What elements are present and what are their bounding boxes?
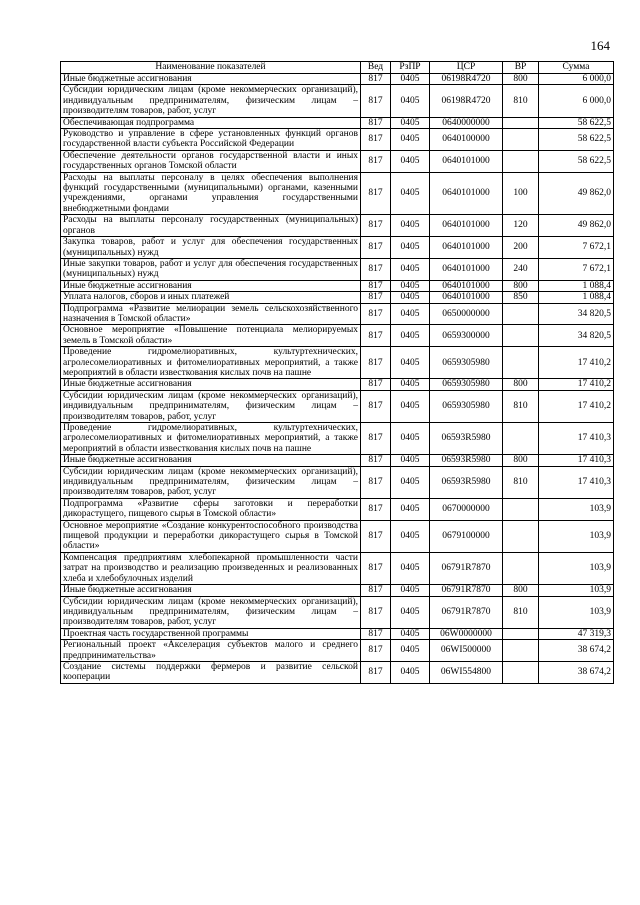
row-name-cell: Уплата налогов, сборов и иных платежей	[61, 292, 361, 303]
row-vr-cell	[503, 520, 539, 552]
row-name-cell: Основное мероприятие «Повышение потенциала мелиорируемых земель в Томской области»	[61, 325, 361, 347]
row-sum-cell: 49 862,0	[539, 215, 614, 237]
row-sum-cell: 17 410,3	[539, 423, 614, 455]
row-name-cell: Проведение гидромелиоративных, культуртехнических, агролесомелиоративных и фитомелиоративных мероприятий, а также мероприятий в области известкования кислых почв на пашне	[61, 423, 361, 455]
row-vr-cell	[503, 552, 539, 584]
row-ved-cell: 817	[361, 498, 391, 520]
row-sum-cell: 38 674,2	[539, 661, 614, 683]
row-name-cell: Региональный проект «Акселерация субъектов малого и среднего предпринимательства»	[61, 640, 361, 662]
row-name-cell: Расходы на выплаты персоналу государственных (муниципальных) органов	[61, 215, 361, 237]
row-ved-cell: 817	[361, 520, 391, 552]
row-rzpr-cell: 0405	[391, 129, 430, 151]
row-sum-cell: 58 622,5	[539, 117, 614, 128]
row-sum-cell: 58 622,5	[539, 129, 614, 151]
row-vr-cell	[503, 150, 539, 172]
row-ved-cell: 817	[361, 347, 391, 379]
row-sum-cell: 7 672,1	[539, 258, 614, 280]
row-ved-cell: 817	[361, 423, 391, 455]
row-name-cell: Иные бюджетные ассигнования	[61, 455, 361, 466]
row-name-cell: Подпрограмма «Развитие мелиорации земель сельскохозяйственного назначения в Томской области»	[61, 303, 361, 325]
row-vr-cell	[503, 347, 539, 379]
header-csr: ЦСР	[430, 62, 503, 74]
row-rzpr-cell: 0405	[391, 215, 430, 237]
budget-table	[60, 61, 614, 684]
row-name-cell: Проектная часть государственной программы	[61, 628, 361, 639]
row-csr-cell: 0640101000	[430, 215, 503, 237]
row-rzpr-cell: 0405	[391, 280, 430, 291]
row-csr-cell: 0659305980	[430, 347, 503, 379]
table-row	[61, 280, 614, 291]
row-name-cell: Иные бюджетные ассигнования	[61, 280, 361, 291]
row-sum-cell: 17 410,3	[539, 455, 614, 466]
row-sum-cell: 47 319,3	[539, 628, 614, 639]
table-row	[61, 585, 614, 596]
row-vr-cell: 810	[503, 596, 539, 628]
row-vr-cell	[503, 661, 539, 683]
row-rzpr-cell: 0405	[391, 85, 430, 117]
row-csr-cell: 06791R7870	[430, 585, 503, 596]
row-vr-cell	[503, 498, 539, 520]
row-ved-cell: 817	[361, 74, 391, 85]
row-csr-cell: 06W0000000	[430, 628, 503, 639]
row-name-cell: Субсидии юридическим лицам (кроме некоммерческих организаций), индивидуальным предпринимателям, физическим лицам – производителям товаров, работ, услуг	[61, 466, 361, 498]
row-csr-cell: 0640100000	[430, 129, 503, 151]
row-rzpr-cell: 0405	[391, 74, 430, 85]
row-name-cell: Создание системы поддержки фермеров и развитие сельской кооперации	[61, 661, 361, 683]
table-row	[61, 379, 614, 390]
row-vr-cell	[503, 303, 539, 325]
row-rzpr-cell: 0405	[391, 172, 430, 215]
table-row	[61, 520, 614, 552]
row-ved-cell: 817	[361, 585, 391, 596]
table-row	[61, 117, 614, 128]
table-row	[61, 498, 614, 520]
row-rzpr-cell: 0405	[391, 117, 430, 128]
row-sum-cell: 34 820,5	[539, 303, 614, 325]
table-row	[61, 129, 614, 151]
row-name-cell: Иные бюджетные ассигнования	[61, 585, 361, 596]
row-sum-cell: 103,9	[539, 520, 614, 552]
row-csr-cell: 06WI554800	[430, 661, 503, 683]
header-sum: Сумма	[539, 62, 614, 74]
row-rzpr-cell: 0405	[391, 237, 430, 259]
table-row	[61, 552, 614, 584]
row-vr-cell: 800	[503, 585, 539, 596]
row-csr-cell: 0640000000	[430, 117, 503, 128]
row-name-cell: Иные бюджетные ассигнования	[61, 74, 361, 85]
table-row	[61, 596, 614, 628]
row-sum-cell: 1 088,4	[539, 280, 614, 291]
row-ved-cell: 817	[361, 379, 391, 390]
row-vr-cell	[503, 325, 539, 347]
row-rzpr-cell: 0405	[391, 258, 430, 280]
row-ved-cell: 817	[361, 455, 391, 466]
row-ved-cell: 817	[361, 258, 391, 280]
row-csr-cell: 0640101000	[430, 280, 503, 291]
table-row	[61, 292, 614, 303]
row-csr-cell: 0659300000	[430, 325, 503, 347]
row-csr-cell: 06198R4720	[430, 74, 503, 85]
row-vr-cell: 850	[503, 292, 539, 303]
row-rzpr-cell: 0405	[391, 552, 430, 584]
row-sum-cell: 34 820,5	[539, 325, 614, 347]
row-rzpr-cell: 0405	[391, 347, 430, 379]
row-name-cell: Основное мероприятие «Создание конкурентоспособного производства пищевой продукции и переработки дикорастущего сырья в Томской области»	[61, 520, 361, 552]
row-vr-cell	[503, 117, 539, 128]
row-vr-cell	[503, 640, 539, 662]
table-row	[61, 303, 614, 325]
table-header	[61, 62, 614, 74]
row-vr-cell: 800	[503, 74, 539, 85]
row-name-cell: Подпрограмма «Развитие сферы заготовки и переработки дикорастущего, пищевого сырья в Томской области»	[61, 498, 361, 520]
row-name-cell: Проведение гидромелиоративных, культуртехнических, агролесомелиоративных и фитомелиоративных мероприятий, а также мероприятий в области известкования кислых почв на пашне	[61, 347, 361, 379]
table-body	[61, 74, 614, 684]
table-row	[61, 215, 614, 237]
row-name-cell: Обеспечивающая подпрограмма	[61, 117, 361, 128]
row-ved-cell: 817	[361, 215, 391, 237]
row-csr-cell: 0679100000	[430, 520, 503, 552]
row-sum-cell: 38 674,2	[539, 640, 614, 662]
row-ved-cell: 817	[361, 292, 391, 303]
table-row	[61, 466, 614, 498]
row-name-cell: Обеспечение деятельности органов государственной власти и иных государственных органов Томской области	[61, 150, 361, 172]
row-ved-cell: 817	[361, 237, 391, 259]
table-row	[61, 455, 614, 466]
row-sum-cell: 6 000,0	[539, 85, 614, 117]
row-ved-cell: 817	[361, 661, 391, 683]
row-rzpr-cell: 0405	[391, 455, 430, 466]
row-rzpr-cell: 0405	[391, 150, 430, 172]
page-number: 164	[590, 38, 610, 53]
row-vr-cell: 810	[503, 85, 539, 117]
row-csr-cell: 06593R5980	[430, 466, 503, 498]
row-csr-cell: 06791R7870	[430, 552, 503, 584]
row-ved-cell: 817	[361, 172, 391, 215]
row-rzpr-cell: 0405	[391, 292, 430, 303]
row-ved-cell: 817	[361, 303, 391, 325]
row-rzpr-cell: 0405	[391, 498, 430, 520]
header-vr: ВР	[503, 62, 539, 74]
row-name-cell: Руководство и управление в сфере установленных функций органов государственной власти субъекта Российской Федерации	[61, 129, 361, 151]
row-csr-cell: 0670000000	[430, 498, 503, 520]
table-row	[61, 85, 614, 117]
row-vr-cell	[503, 129, 539, 151]
table-row	[61, 74, 614, 85]
row-sum-cell: 49 862,0	[539, 172, 614, 215]
header-row	[61, 62, 614, 74]
row-vr-cell: 810	[503, 466, 539, 498]
header-rzpr: РзПР	[391, 62, 430, 74]
row-rzpr-cell: 0405	[391, 423, 430, 455]
row-csr-cell: 0640101000	[430, 172, 503, 215]
row-ved-cell: 817	[361, 596, 391, 628]
row-rzpr-cell: 0405	[391, 596, 430, 628]
header-ved: Вед	[361, 62, 391, 74]
row-vr-cell: 810	[503, 390, 539, 422]
row-ved-cell: 817	[361, 280, 391, 291]
table-row	[61, 347, 614, 379]
table-row	[61, 390, 614, 422]
row-ved-cell: 817	[361, 466, 391, 498]
row-sum-cell: 17 410,2	[539, 347, 614, 379]
row-name-cell: Субсидии юридическим лицам (кроме некоммерческих организаций), индивидуальным предпринимателям, физическим лицам – производителям товаров, работ, услуг	[61, 596, 361, 628]
row-ved-cell: 817	[361, 117, 391, 128]
row-rzpr-cell: 0405	[391, 661, 430, 683]
row-name-cell: Субсидии юридическим лицам (кроме некоммерческих организаций), индивидуальным предпринимателям, физическим лицам – производителям товаров, работ, услуг	[61, 390, 361, 422]
row-name-cell: Иные закупки товаров, работ и услуг для обеспечения государственных (муниципальных) нужд	[61, 258, 361, 280]
row-sum-cell: 17 410,3	[539, 466, 614, 498]
row-sum-cell: 7 672,1	[539, 237, 614, 259]
row-csr-cell: 06WI500000	[430, 640, 503, 662]
row-rzpr-cell: 0405	[391, 379, 430, 390]
row-rzpr-cell: 0405	[391, 585, 430, 596]
table-row	[61, 640, 614, 662]
table-row	[61, 150, 614, 172]
row-ved-cell: 817	[361, 640, 391, 662]
row-csr-cell: 0659305980	[430, 379, 503, 390]
row-ved-cell: 817	[361, 552, 391, 584]
row-ved-cell: 817	[361, 325, 391, 347]
row-sum-cell: 103,9	[539, 552, 614, 584]
row-sum-cell: 1 088,4	[539, 292, 614, 303]
row-sum-cell: 103,9	[539, 585, 614, 596]
header-name: Наименование показателей	[61, 62, 361, 74]
row-csr-cell: 06198R4720	[430, 85, 503, 117]
row-ved-cell: 817	[361, 390, 391, 422]
table-row	[61, 628, 614, 639]
table-row	[61, 325, 614, 347]
row-rzpr-cell: 0405	[391, 390, 430, 422]
row-ved-cell: 817	[361, 85, 391, 117]
row-csr-cell: 0640101000	[430, 237, 503, 259]
row-sum-cell: 58 622,5	[539, 150, 614, 172]
table-row	[61, 172, 614, 215]
row-name-cell: Закупка товаров, работ и услуг для обеспечения государственных (муниципальных) нужд	[61, 237, 361, 259]
row-csr-cell: 0650000000	[430, 303, 503, 325]
row-rzpr-cell: 0405	[391, 466, 430, 498]
row-vr-cell: 240	[503, 258, 539, 280]
row-vr-cell: 100	[503, 172, 539, 215]
row-sum-cell: 103,9	[539, 596, 614, 628]
row-csr-cell: 06593R5980	[430, 455, 503, 466]
row-rzpr-cell: 0405	[391, 325, 430, 347]
table-row	[61, 423, 614, 455]
row-rzpr-cell: 0405	[391, 520, 430, 552]
row-rzpr-cell: 0405	[391, 303, 430, 325]
row-name-cell: Иные бюджетные ассигнования	[61, 379, 361, 390]
row-name-cell: Компенсация предприятиям хлебопекарной промышленности части затрат на производство и реализацию произведенных и реализованных хлеба и хлебобулочных изделий	[61, 552, 361, 584]
row-ved-cell: 817	[361, 150, 391, 172]
row-csr-cell: 0640101000	[430, 258, 503, 280]
row-name-cell: Расходы на выплаты персоналу в целях обеспечения выполнения функций государственными (муниципальными) органами, казенными учреждениями, органами управления государственными внебюджетными фондами	[61, 172, 361, 215]
row-rzpr-cell: 0405	[391, 640, 430, 662]
row-vr-cell: 800	[503, 280, 539, 291]
table-row	[61, 237, 614, 259]
row-vr-cell: 200	[503, 237, 539, 259]
row-sum-cell: 103,9	[539, 498, 614, 520]
row-csr-cell: 0640101000	[430, 292, 503, 303]
row-vr-cell: 800	[503, 455, 539, 466]
row-ved-cell: 817	[361, 129, 391, 151]
row-sum-cell: 6 000,0	[539, 74, 614, 85]
row-vr-cell	[503, 423, 539, 455]
row-rzpr-cell: 0405	[391, 628, 430, 639]
table-row	[61, 661, 614, 683]
row-vr-cell: 800	[503, 379, 539, 390]
row-sum-cell: 17 410,2	[539, 379, 614, 390]
row-ved-cell: 817	[361, 628, 391, 639]
row-vr-cell	[503, 628, 539, 639]
row-csr-cell: 06593R5980	[430, 423, 503, 455]
table-row	[61, 258, 614, 280]
row-name-cell: Субсидии юридическим лицам (кроме некоммерческих организаций), индивидуальным предпринимателям, физическим лицам – производителям товаров, работ, услуг	[61, 85, 361, 117]
row-csr-cell: 06791R7870	[430, 596, 503, 628]
row-csr-cell: 0640101000	[430, 150, 503, 172]
row-sum-cell: 17 410,2	[539, 390, 614, 422]
row-vr-cell: 120	[503, 215, 539, 237]
row-csr-cell: 0659305980	[430, 390, 503, 422]
